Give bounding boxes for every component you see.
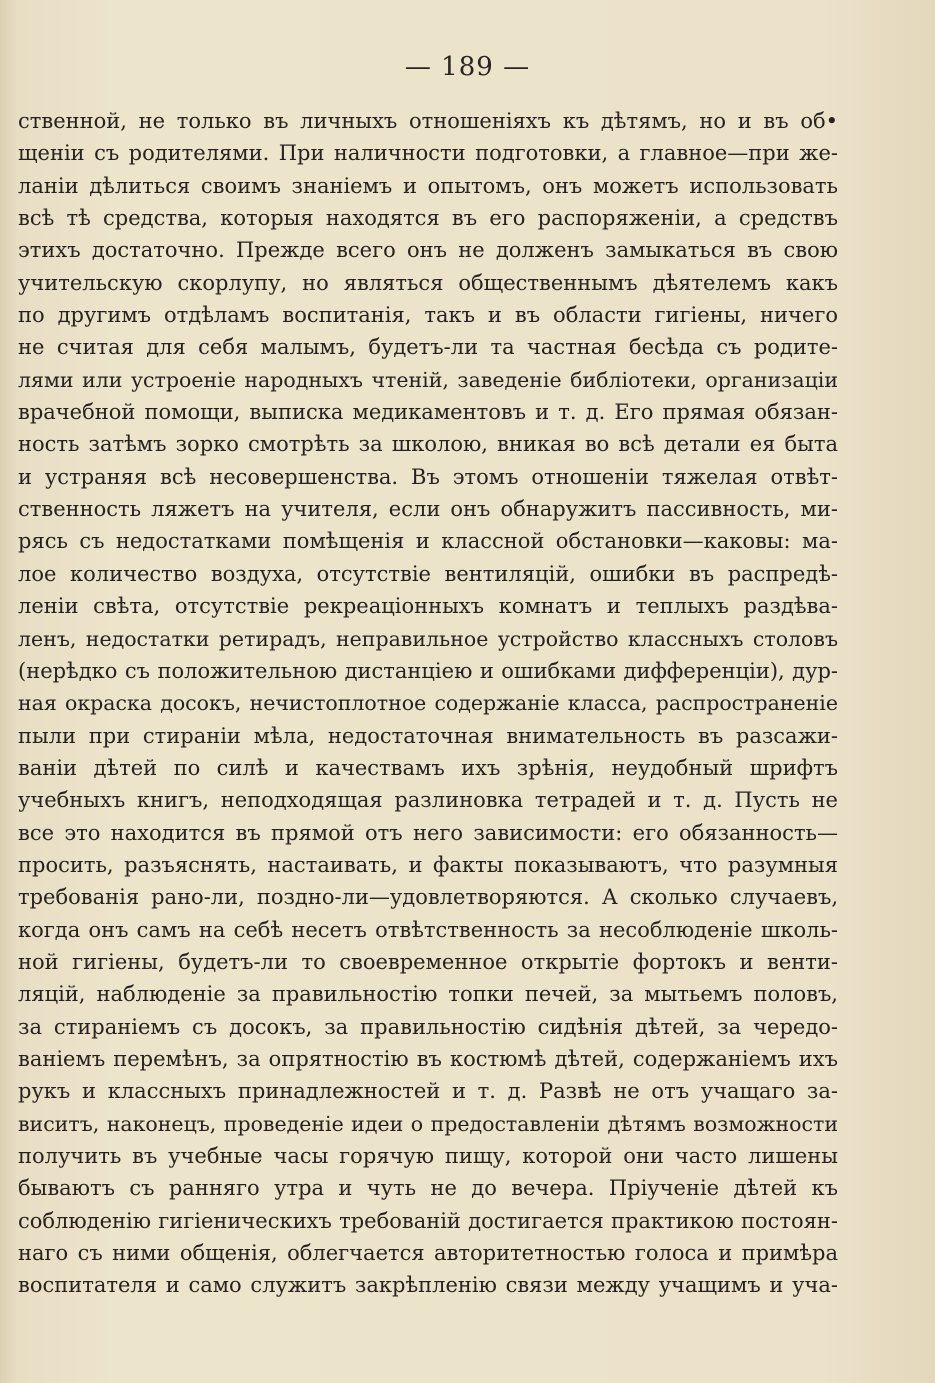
text-line: получить въ учебные часы горячую пищу, которой они часто лишены xyxy=(18,1144,838,1168)
text-line: ность затѣмъ зорко смотрѣть за школою, вникая во всѣ детали ея быта xyxy=(18,432,838,457)
text-line: бываютъ съ ранняго утра и чуть не до вечера. Пріученіе дѣтей къ xyxy=(18,1176,838,1201)
text-line: ленъ, недостатки ретирадъ, неправильное устройство классныхъ столовъ xyxy=(18,626,838,651)
text-line: за стираніемъ съ досокъ, за правильностію сидѣнія дѣтей, за чередо- xyxy=(18,1014,838,1039)
text-line: просить, разъяснять, настаивать, и факты показываютъ, что разумныя xyxy=(18,852,838,877)
text-line: и устраняя всѣ несовершенства. Въ этомъ отношеніи тяжелая отвѣт- xyxy=(18,464,838,489)
text-line: когда онъ самъ на себѣ несетъ отвѣтственность за несоблюденіе школь- xyxy=(18,917,838,942)
text-line: воспитателя и само служитъ закрѣпленію связи между учащимъ и уча- xyxy=(18,1273,838,1298)
text-line: щеніи съ родителями. При наличности подготовки, а главное—при же- xyxy=(18,141,838,166)
text-line: ственной, не только въ личныхъ отношеніяхъ къ дѣтямъ, но и въ об• xyxy=(18,109,838,133)
text-line: соблюденію гигіеническихъ требованій достигается практикою постоян- xyxy=(18,1208,838,1233)
text-line: требованія рано-ли, поздно-ли—удовлетворяются. А сколько случаевъ, xyxy=(18,885,838,910)
text-line: ваніемъ перемѣнъ, за опрятностію въ костюмѣ дѣтей, содержаніемъ ихъ xyxy=(18,1046,838,1071)
text-line: ваніи дѣтей по силѣ и качествамъ ихъ зрѣнія, неудобный шрифтъ xyxy=(18,755,838,780)
page-number: — 189 — xyxy=(404,52,531,82)
text-line: учительскую скорлупу, но являться общественнымъ дѣятелемъ какъ xyxy=(18,270,838,295)
text-line: врачебной помощи, выписка медикаментовъ и т. д. Его прямая обязан- xyxy=(18,400,838,425)
text-line: лое количество воздуха, отсутствіе вентиляцій, ошибки въ распредѣ- xyxy=(18,561,838,586)
text-line: рясь съ недостатками помѣщенія и классной обстановки—каковы: ма- xyxy=(18,529,838,554)
text-line: все это находится въ прямой отъ него зависимости: его обязанность— xyxy=(18,820,838,845)
text-line: по другимъ отдѣламъ воспитанія, такъ и въ области гигіены, ничего xyxy=(18,303,838,328)
text-line: наго съ ними общенія, облегчается авторитетностью голоса и примѣра xyxy=(18,1241,838,1266)
text-line: рукъ и классныхъ принадлежностей и т. д. Развѣ не отъ учащаго за- xyxy=(18,1079,838,1104)
text-line: ственность ляжетъ на учителя, если онъ обнаружитъ пассивность, ми- xyxy=(18,497,838,522)
text-line: этихъ достаточно. Прежде всего онъ не долженъ замыкаться въ свою xyxy=(18,238,838,263)
text-line: ная окраска досокъ, нечистоплотное содержаніе класса, распространеніе xyxy=(18,691,838,716)
body-text xyxy=(18,105,838,1302)
text-line: ланіи дѣлиться своимъ знаніемъ и опытомъ, онъ можетъ использовать xyxy=(18,173,838,198)
text-line: не считая для себя малымъ, будетъ-ли та частная бесѣда съ родите- xyxy=(18,335,838,360)
text-line: ляцій, наблюденіе за правильностію топки печей, за мытьемъ половъ, xyxy=(18,982,838,1007)
text-line: лями или устроеніе народныхъ чтеній, заведеніе библіотеки, организаціи xyxy=(18,367,838,392)
text-line: ной гигіены, будетъ-ли то своевременное открытіе фортокъ и венти- xyxy=(18,949,838,974)
text-line: учебныхъ книгъ, неподходящая разлиновка тетрадей и т. д. Пусть не xyxy=(18,788,838,813)
text-line: всѣ тѣ средства, которыя находятся въ его распоряженіи, а средствъ xyxy=(18,206,838,231)
text-line: леніи свѣта, отсутствіе рекреаціонныхъ комнатъ и теплыхъ раздѣва- xyxy=(18,594,838,619)
text-line: (нерѣдко съ положительною дистанціею и ошибками дифференціи), дур- xyxy=(18,658,838,683)
text-line: пыли при стираніи мѣла, недостаточная внимательность въ разсажи- xyxy=(18,723,838,748)
text-line: виситъ, наконецъ, проведеніе идеи о предоставленіи дѣтямъ возможности xyxy=(18,1111,838,1136)
